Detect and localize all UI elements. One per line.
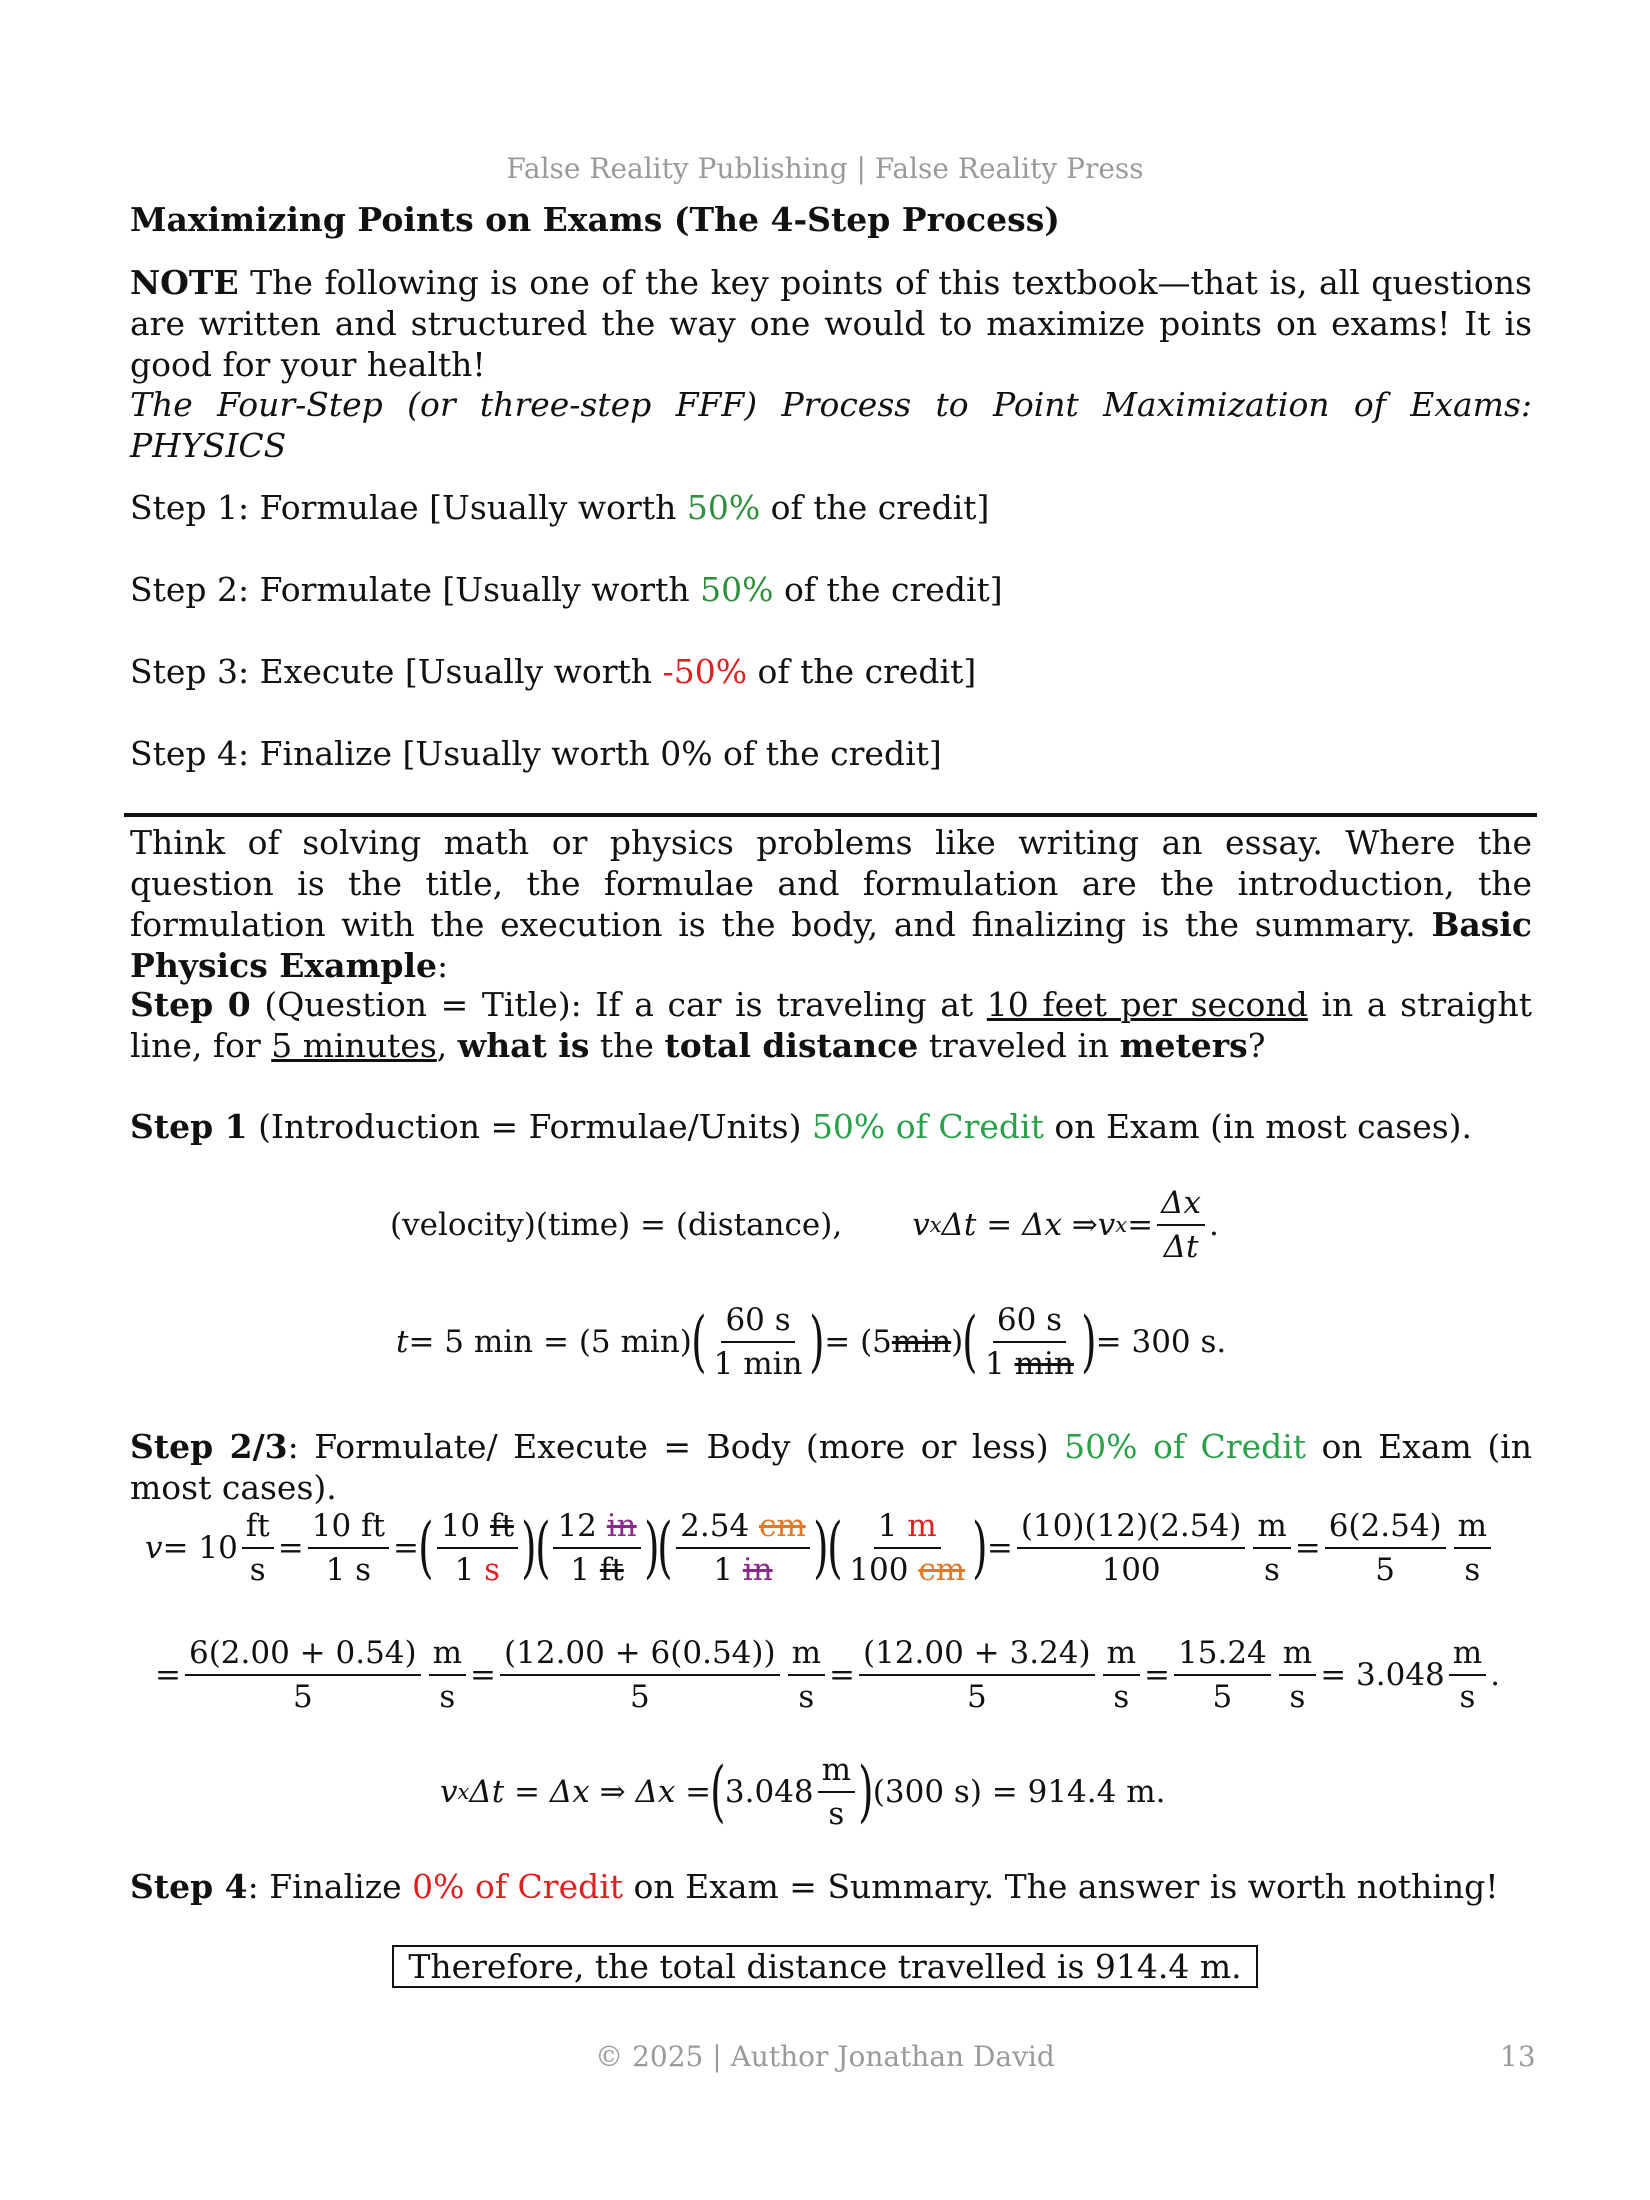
eq-den: s <box>1264 1552 1280 1588</box>
essay-paragraph <box>130 822 1532 986</box>
eq-var: v <box>145 1530 163 1566</box>
step0-text: ? <box>1247 1026 1266 1065</box>
eq-var: v <box>1097 1207 1116 1243</box>
footer-copyright: © 2025 | Author Jonathan David <box>595 2040 1055 2073</box>
fraction-m-s <box>818 1752 855 1832</box>
eq-text: Δt = Δx ⇒ <box>941 1207 1098 1243</box>
step-text: of the credit] <box>773 570 1003 609</box>
paren-left: ( <box>962 1303 978 1380</box>
eq-part: 2.54 <box>680 1508 760 1544</box>
step-text: Step 2: Formulate [Usually worth <box>130 570 701 609</box>
fraction-12in-1ft <box>553 1508 640 1588</box>
eq-sign: = <box>470 1657 497 1693</box>
eq-den: 5 <box>292 1679 313 1715</box>
paren-right: ) <box>972 1509 988 1586</box>
fraction-m-s <box>1454 1508 1491 1588</box>
step-line-1 <box>130 487 1532 528</box>
step1-text: (Introduction = Formulae/Units) <box>247 1107 812 1146</box>
fraction-60s-1min-cancel <box>981 1302 1078 1382</box>
eq-text: = 300 s. <box>1095 1324 1227 1360</box>
eq-den: s <box>1113 1679 1130 1715</box>
step0-text: traveled in <box>918 1026 1120 1065</box>
step-line-2 <box>130 569 1532 610</box>
fraction-m-s <box>1449 1635 1486 1715</box>
fraction-product <box>1017 1508 1245 1588</box>
step0-label: Step 0 <box>130 985 251 1024</box>
eq-words: (velocity)(time) = (distance), <box>390 1207 843 1243</box>
paren-left: ( <box>710 1753 726 1830</box>
eq-num: 15.24 <box>1174 1635 1271 1676</box>
eq-unit-red: m <box>907 1508 937 1544</box>
eq-num: (12.00 + 6(0.54)) <box>500 1635 780 1676</box>
eq-den <box>845 1549 969 1588</box>
eq-num: m <box>429 1635 466 1676</box>
eq-num: 10 ft <box>308 1508 389 1549</box>
fraction-6-254 <box>1325 1508 1446 1588</box>
eq-text: ) <box>951 1324 964 1360</box>
eq-num <box>874 1508 941 1549</box>
step23-label: Step 2/3 <box>130 1427 288 1466</box>
eq-cancel: min <box>891 1324 952 1360</box>
step-line-4 <box>130 733 1532 774</box>
eq-sub: x <box>929 1213 942 1237</box>
fraction-12-sum <box>500 1635 780 1715</box>
step0-text: the <box>589 1026 665 1065</box>
equation-velocity-conversion <box>145 1508 1495 1588</box>
step4-text: : Finalize <box>247 1867 413 1906</box>
horizontal-rule <box>124 813 1537 817</box>
fraction-12-324 <box>859 1635 1095 1715</box>
eq-den: 5 <box>629 1679 650 1715</box>
eq-den: 1 s <box>325 1552 372 1588</box>
paren-left: ( <box>826 1509 843 1586</box>
eq-cancel: min <box>1014 1346 1074 1382</box>
eq-part: 10 <box>440 1508 490 1544</box>
fraction-10ft-1s <box>308 1508 389 1588</box>
eq-text: = (5 <box>824 1324 892 1360</box>
step1-text: on Exam (in most cases). <box>1043 1107 1473 1146</box>
step4-label: Step 4 <box>130 1867 248 1906</box>
eq-den: 1 min <box>713 1346 803 1382</box>
eq-sub: x <box>1115 1213 1128 1237</box>
eq-cancel: in <box>742 1552 773 1588</box>
eq-text: = 3.048 <box>1320 1657 1445 1693</box>
eq-num: m <box>1253 1508 1290 1549</box>
eq-cancel: cm <box>759 1508 806 1544</box>
eq-num: m <box>818 1752 855 1793</box>
note-paragraph <box>130 262 1532 385</box>
eq-den: 5 <box>1212 1679 1233 1715</box>
eq-den: s <box>1464 1552 1481 1588</box>
section-title: Maximizing Points on Exams (The 4-Step Process) <box>130 200 1060 239</box>
eq-sign: = <box>1127 1207 1154 1243</box>
paren-left: ( <box>657 1509 673 1586</box>
eq-den: s <box>1459 1679 1476 1715</box>
answer-box: Therefore, the total distance travelled is 914.4 m. <box>392 1945 1257 1988</box>
eq-unit-red: s <box>484 1552 501 1588</box>
eq-num <box>676 1508 810 1549</box>
step0-text: in a straight line, for <box>130 985 1532 1065</box>
fraction-60s-1min <box>710 1302 807 1382</box>
eq-sign: = <box>829 1657 855 1693</box>
equation-velocity <box>390 1185 1219 1265</box>
eq-part: 1 <box>454 1552 485 1588</box>
fraction-ft-s <box>242 1508 274 1588</box>
eq-text: Δt = Δx ⇒ Δx = <box>469 1774 712 1810</box>
eq-num: m <box>1454 1508 1491 1549</box>
paren-right: ) <box>809 1303 826 1380</box>
eq-den: s <box>1289 1679 1306 1715</box>
step23-credit: 50% of Credit <box>1064 1427 1307 1466</box>
step1-label: Step 1 <box>130 1107 248 1146</box>
eq-num: ft <box>242 1508 274 1549</box>
eq-cancel: ft <box>490 1508 514 1544</box>
eq-sign: = <box>277 1530 304 1566</box>
step0-speed: 10 feet per second <box>986 985 1308 1024</box>
eq-den: s <box>439 1679 456 1715</box>
eq-part: 100 <box>849 1552 919 1588</box>
step-percent: 50% <box>700 570 774 609</box>
step23-text: on Exam (in most cases). <box>130 1427 1532 1507</box>
eq-num: m <box>788 1635 825 1676</box>
step-text: of the credit] <box>760 488 990 527</box>
step1-paragraph <box>130 1106 1532 1147</box>
step-percent: 0% <box>660 734 713 773</box>
eq-cancel: ft <box>599 1552 624 1588</box>
eq-den: s <box>798 1679 815 1715</box>
fraction-254cm-1in <box>676 1508 810 1588</box>
eq-den <box>451 1549 505 1588</box>
eq-var: t <box>396 1324 409 1360</box>
paren-left: ( <box>534 1509 551 1586</box>
eq-den: s <box>828 1796 845 1832</box>
step23-paragraph <box>130 1426 1532 1508</box>
eq-num: m <box>1279 1635 1316 1676</box>
fraction-6-sum <box>185 1635 421 1715</box>
fraction-m-s <box>1279 1635 1316 1715</box>
eq-part: 1 <box>877 1508 908 1544</box>
eq-sub: x <box>457 1780 470 1804</box>
fraction-1m-100cm <box>845 1508 969 1588</box>
eq-cancel: in <box>606 1508 637 1544</box>
step-text: of the credit] <box>747 652 977 691</box>
eq-num: (10)(12)(2.54) <box>1017 1508 1245 1549</box>
eq-num: 6(2.00 + 0.54) <box>185 1635 421 1676</box>
step0-text: , <box>436 1026 458 1065</box>
step0-bold: total distance <box>664 1026 919 1065</box>
fraction-m-s <box>788 1635 825 1715</box>
step0-time: 5 minutes <box>271 1026 437 1065</box>
answer-container <box>0 1946 1650 1988</box>
paren-left: ( <box>691 1303 707 1380</box>
step0-text: (Question = Title): If a car is traveling at <box>250 985 987 1024</box>
note-text: The following is one of the key points of this textbook—that is, all questions are written and structured the way one would to maximize points on exams! It is good for your health! <box>130 263 1532 384</box>
step-line-3 <box>130 651 1532 692</box>
eq-text: = 10 <box>162 1530 238 1566</box>
step-text: of the credit] <box>712 734 942 773</box>
eq-var: v <box>912 1207 930 1243</box>
subtitle: The Four-Step (or three-step FFF) Process to Point Maximization of Exams: PHYSICS <box>130 385 1532 465</box>
note-label: NOTE <box>130 263 239 302</box>
paren-right: ) <box>812 1509 829 1586</box>
eq-sign: = <box>392 1530 419 1566</box>
eq-num <box>437 1508 518 1549</box>
eq-part: 1 <box>570 1552 600 1588</box>
eq-num: m <box>1449 1635 1486 1676</box>
paren-right: ) <box>643 1509 660 1586</box>
eq-num <box>553 1508 640 1549</box>
eq-dot: . <box>1490 1657 1501 1693</box>
paren-right: ) <box>521 1509 537 1586</box>
equation-arithmetic <box>155 1635 1500 1715</box>
essay-bold: Basic Physics Example <box>130 905 1532 985</box>
step4-paragraph <box>130 1866 1532 1907</box>
eq-num: 60 s <box>721 1302 794 1343</box>
fraction-10ft-1s-cancel <box>437 1508 518 1588</box>
eq-num: 60 s <box>993 1302 1066 1343</box>
essay-text: Think of solving math or physics problems like writing an essay. Where the question is the title, the formulae and formulation are the introduction, the formulation with the execution is the body, and finalizing is the summary. <box>130 823 1532 944</box>
eq-den <box>709 1549 776 1588</box>
fraction-dx-dt <box>1157 1185 1205 1265</box>
eq-den: Δt <box>1163 1229 1199 1265</box>
fraction-1524 <box>1174 1635 1271 1715</box>
fraction-m-s <box>1253 1508 1290 1588</box>
eq-part: 12 <box>557 1508 607 1544</box>
step-percent: 50% <box>686 488 761 527</box>
essay-tail: : <box>437 946 449 985</box>
fraction-m-s <box>1103 1635 1140 1715</box>
step-text: Step 1: Formulae [Usually worth <box>130 488 687 527</box>
step0-bold: meters <box>1119 1026 1248 1065</box>
eq-text: = 5 min = (5 min) <box>408 1324 692 1360</box>
eq-den: 100 <box>1101 1552 1161 1588</box>
equation-distance <box>440 1752 1165 1832</box>
eq-sign: = <box>1294 1530 1321 1566</box>
step0-bold: what is <box>457 1026 590 1065</box>
step1-credit: 50% of Credit <box>811 1107 1044 1146</box>
eq-den: s <box>249 1552 266 1588</box>
step0-paragraph <box>130 984 1532 1066</box>
eq-den: 5 <box>1375 1552 1396 1588</box>
eq-text: 3.048 <box>724 1774 814 1810</box>
page-number: 13 <box>1500 2040 1536 2073</box>
eq-var: v <box>440 1774 458 1810</box>
eq-num: (12.00 + 3.24) <box>859 1635 1095 1676</box>
eq-cancel: cm <box>918 1552 966 1588</box>
step4-text: on Exam = Summary. The answer is worth nothing! <box>623 1867 1499 1906</box>
step4-credit: 0% of Credit <box>412 1867 624 1906</box>
paren-right: ) <box>858 1753 874 1830</box>
eq-dot: . <box>1209 1207 1219 1243</box>
step-text: Step 3: Execute [Usually worth <box>130 652 663 691</box>
fraction-m-s <box>429 1635 466 1715</box>
eq-sign: = <box>1144 1657 1171 1693</box>
running-header: False Reality Publishing | False Reality Press <box>506 152 1144 185</box>
eq-num: m <box>1103 1635 1140 1676</box>
eq-text: (300 s) = 914.4 m. <box>872 1774 1166 1810</box>
eq-den <box>981 1343 1078 1382</box>
eq-den <box>566 1549 628 1588</box>
eq-sign: = <box>986 1530 1013 1566</box>
step-text: Step 4: Finalize [Usually worth <box>130 734 661 773</box>
step23-text: : Formulate/ Execute = Body (more or less) <box>287 1427 1065 1466</box>
eq-den: 5 <box>966 1679 987 1715</box>
eq-num: Δx <box>1157 1185 1205 1226</box>
eq-part: 1 <box>713 1552 743 1588</box>
eq-sign: = <box>155 1657 181 1693</box>
eq-num: 6(2.54) <box>1325 1508 1446 1549</box>
eq-den-num: 1 <box>985 1346 1015 1382</box>
step-percent: -50% <box>662 652 748 691</box>
paren-left: ( <box>418 1509 434 1586</box>
paren-right: ) <box>1081 1303 1097 1380</box>
equation-time-conversion <box>396 1302 1226 1382</box>
